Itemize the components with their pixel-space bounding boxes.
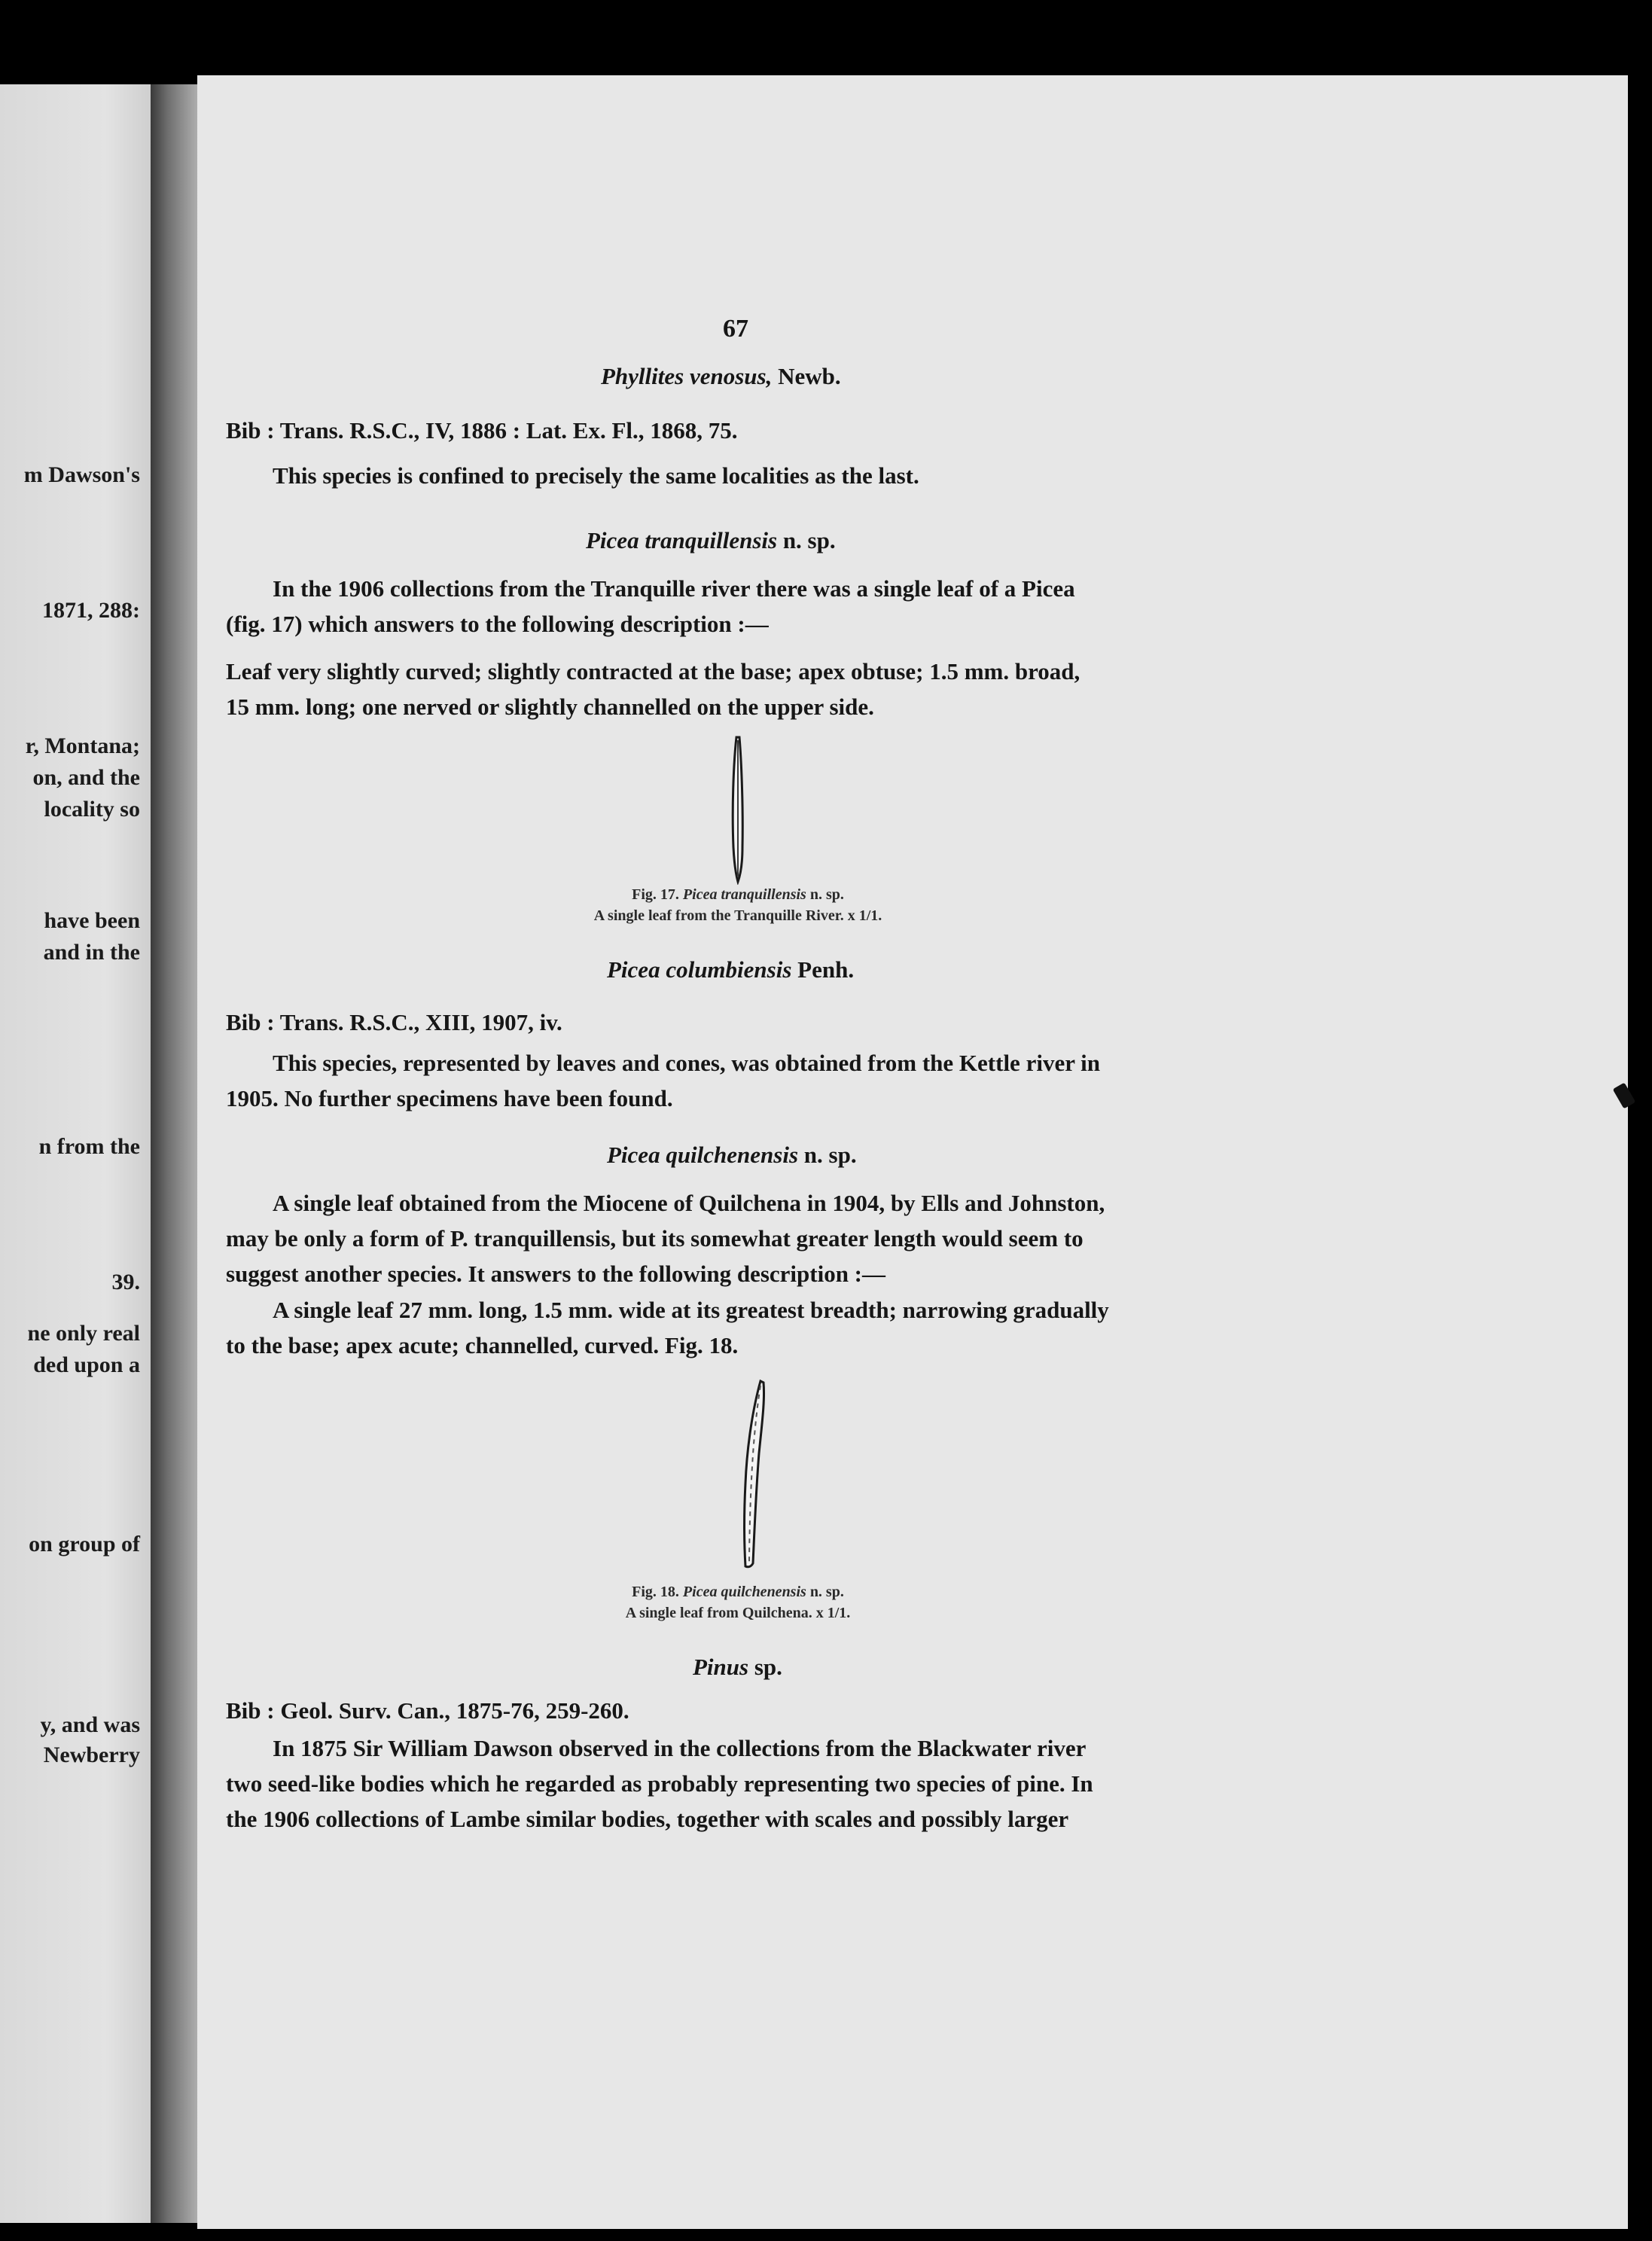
left-page-line: ded upon a xyxy=(33,1352,140,1377)
left-page-line: y, and was xyxy=(40,1712,140,1737)
species-name: Phyllites venosus, xyxy=(601,363,773,389)
paragraph-line: A single leaf obtained from the Miocene of Quilchena in 1904, by Ells and Johnston, xyxy=(273,1190,1105,1216)
left-page-line: ne only real xyxy=(27,1321,140,1346)
species-heading xyxy=(601,363,841,390)
figure-18-leaf-illustration xyxy=(723,1378,768,1571)
description xyxy=(226,1292,1109,1363)
figure-label: Fig. 18. xyxy=(632,1584,679,1600)
species-heading xyxy=(607,1142,857,1169)
paragraph-line: 1905. No further specimens have been found. xyxy=(226,1085,673,1111)
left-page-line: on, and the xyxy=(32,765,140,790)
left-page-line: on group of xyxy=(29,1532,140,1557)
figure-caption xyxy=(527,1581,949,1624)
description-line: Leaf very slightly curved; slightly contracted at the base; apex obtuse; 1.5 mm. broad, xyxy=(226,658,1081,684)
paragraph xyxy=(226,1185,1105,1291)
figure-species: Picea tranquillensis xyxy=(682,886,806,903)
species-author: n. sp. xyxy=(803,1142,857,1168)
left-page-line: m Dawson's xyxy=(23,462,140,487)
bibliography: Bib : Trans. R.S.C., XIII, 1907, iv. xyxy=(226,1009,562,1035)
paragraph-line: suggest another species. It answers to the following description :— xyxy=(226,1261,886,1287)
left-page-line: have been xyxy=(44,908,140,933)
paragraph xyxy=(226,1730,1093,1837)
bibliography: Bib : Geol. Surv. Can., 1875-76, 259-260. xyxy=(226,1697,629,1724)
figure-17-leaf-illustration xyxy=(723,734,753,885)
paragraph-line: In the 1906 collections from the Tranquille river there was a single leaf of a Picea xyxy=(273,575,1075,602)
species-name: Picea columbiensis xyxy=(607,956,792,983)
species-heading xyxy=(586,527,836,554)
species-heading xyxy=(607,956,854,983)
figure-caption-line: A single leaf from Quilchena. x 1/1. xyxy=(625,1605,851,1621)
figure-species: Picea quilchenensis xyxy=(682,1584,806,1600)
previous-page-fragment xyxy=(0,84,151,2223)
page-number: 67 xyxy=(723,315,748,343)
species-author: sp. xyxy=(754,1654,782,1680)
left-page-line: and in the xyxy=(43,940,140,965)
left-page-line: locality so xyxy=(44,797,140,822)
paragraph xyxy=(226,1045,1100,1116)
paragraph-line: may be only a form of P. tranquillensis, but its somewhat greater length would seem to xyxy=(226,1225,1084,1252)
species-author: Penh. xyxy=(797,956,855,983)
paragraph: This species is confined to precisely the same localities as the last. xyxy=(273,462,919,489)
description-line: 15 mm. long; one nerved or slightly channelled on the upper side. xyxy=(226,694,874,720)
left-page-line: Newberry xyxy=(43,1742,140,1767)
figure-caption xyxy=(527,884,949,926)
figure-caption-line: A single leaf from the Tranquille River. x 1/1. xyxy=(593,907,882,924)
left-page-line: r, Montana; xyxy=(25,733,140,758)
left-page-line: 1871, 288: xyxy=(42,598,140,623)
species-name: Picea tranquillensis xyxy=(586,527,778,553)
figure-label: Fig. 17. xyxy=(632,886,679,903)
left-page-line: 39. xyxy=(111,1270,140,1294)
bibliography: Bib : Trans. R.S.C., IV, 1886 : Lat. Ex. Fl., 1868, 75. xyxy=(226,417,738,444)
document-page xyxy=(197,75,1628,2229)
paragraph-line: the 1906 collections of Lambe similar bodies, together with scales and possibly larger xyxy=(226,1806,1069,1832)
description-line: to the base; apex acute; channelled, curved. Fig. 18. xyxy=(226,1332,739,1358)
paragraph-line: This species, represented by leaves and cones, was obtained from the Kettle river in xyxy=(273,1050,1101,1076)
paragraph-line: In 1875 Sir William Dawson observed in the collections from the Blackwater river xyxy=(273,1735,1087,1761)
species-name: Picea quilchenensis xyxy=(607,1142,799,1168)
paragraph-line: (fig. 17) which answers to the following description :— xyxy=(226,611,769,637)
species-name: Pinus xyxy=(693,1654,749,1680)
paragraph-line: two seed-like bodies which he regarded as probably representing two species of pine. In xyxy=(226,1770,1093,1797)
figure-sp: n. sp. xyxy=(809,886,844,903)
paragraph xyxy=(226,571,1075,642)
species-author: n. sp. xyxy=(782,527,836,553)
figure-sp: n. sp. xyxy=(809,1584,844,1600)
species-author: Newb. xyxy=(778,363,841,389)
description-line: A single leaf 27 mm. long, 1.5 mm. wide at its greatest breadth; narrowing gradually xyxy=(273,1297,1109,1323)
description xyxy=(226,654,1080,724)
species-heading xyxy=(693,1654,782,1681)
left-page-line: n from the xyxy=(38,1134,140,1159)
